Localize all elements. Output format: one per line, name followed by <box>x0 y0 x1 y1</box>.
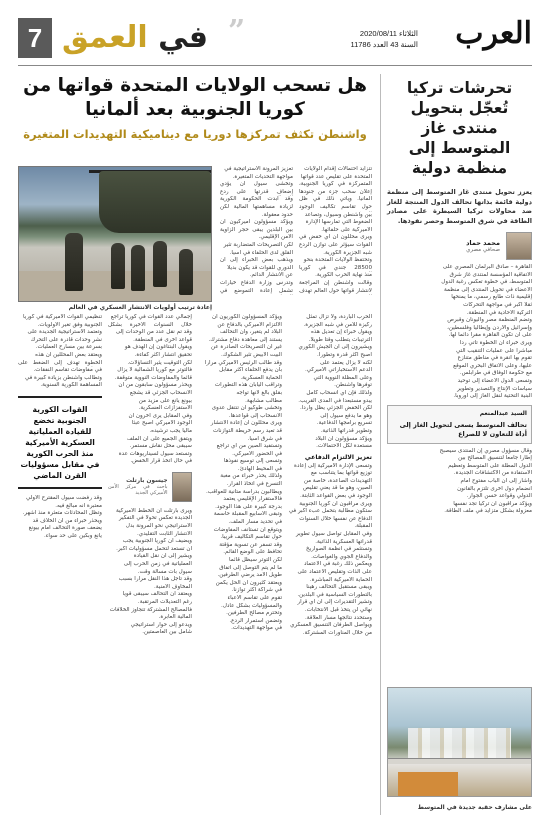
body-line: ويقول خبراء إن تعديل هذه <box>310 329 372 336</box>
helicopter <box>99 171 211 233</box>
body-line: تحقيق انتشار أكثر كفاءة. <box>134 351 192 358</box>
body-line: الالتزام الأميركي بالدفاع عن <box>217 321 282 328</box>
body-line: وتستعد سيول لسيناريوهات عدة <box>118 450 192 457</box>
body-line: الوجود الأميركي أصبح عبئا <box>131 420 192 427</box>
body-line: منذ نهاية الحرب الكورية. <box>315 272 372 279</box>
body-line: فالتوتر مع كوريا الشمالية لا يزال <box>117 367 192 374</box>
intro-column-a <box>299 166 372 302</box>
page-header <box>18 14 532 66</box>
body-line: الدفاع عن نفسها خلال السنوات <box>299 515 372 522</box>
main-article-author <box>108 472 192 502</box>
body-line: الأميركية على حلفائها. <box>321 226 372 233</box>
body-line: ويعتقد أن التحالف سيبقى قويا <box>122 591 192 598</box>
body-line: وتحترم مصالح الطرفين. <box>226 610 282 617</box>
body-line: مستعدة لكل الاحتمالات. <box>316 443 372 450</box>
newspaper-logo: العرب <box>455 16 532 51</box>
body-line: لكن التوتر سيظل قائما <box>229 557 282 563</box>
body-line: ويؤكد مسؤولون أميركيون أن <box>220 219 293 226</box>
body-line: القوات سيؤثر على توازن الردع <box>299 241 372 248</box>
body-line: لكنه لا يزال يعتمد على <box>319 359 372 366</box>
body-column-3 <box>108 314 192 815</box>
side-pull-quote <box>387 405 532 444</box>
body-column-4 <box>18 314 102 815</box>
body-line: الوجود في بعض القواعد الثابتة. <box>299 493 372 500</box>
body-line: وتطالب واشنطن بزيادة كبيرة في <box>24 374 102 381</box>
body-line: معتبرة أنه مبالغ فيه. <box>55 502 102 509</box>
body-line: بين البلدين يبقى حجر الزاوية <box>220 226 293 233</box>
body-line: البلاد لم يتغير، وأن التحالف <box>220 329 282 336</box>
body-line: وتحتفظ الولايات المتحدة بنحو <box>303 257 372 264</box>
body-line: الانتشار الثابت التقليدي. <box>136 530 192 537</box>
body-line: وتضم المنظمة مصر واليونان وقبرص <box>447 317 532 324</box>
body-line: غير أن التصريحات الصادرة عن <box>210 344 282 351</box>
body-line: قد تعيد رسم خريطة التوازنات <box>212 427 282 434</box>
body-line: وتستفيد الصين من أي تراجع <box>216 443 282 450</box>
body-line: المخاوف الأمنية. <box>154 583 192 590</box>
body-line: لكن الخفض الجزئي يظل واردا. <box>299 405 372 412</box>
body-line: توفرها واشنطن. <box>334 382 372 389</box>
body-line: والدفاع الجوي والغواصات. <box>311 553 372 560</box>
body-line: بين واشنطن وسيول، وتصاعد <box>304 211 372 218</box>
main-photo-caption: إعادة ترتيب أولويات الانتشار العسكري في العالم <box>68 304 212 311</box>
quote-text: تحالف المتوسط يسعى لتحويل الغاز إلى أداة للتعاون لا للصراع <box>399 420 527 438</box>
body-line: شامل بين العاصمتين. <box>142 629 192 636</box>
body-line: المساهمة الكورية السنوية. <box>40 382 102 389</box>
body-line: يانغ وبكين على حد سواء. <box>44 532 102 539</box>
body-line: تحافظ على الوضع القائم. <box>223 549 282 556</box>
date-block <box>348 28 418 50</box>
body-line: تنظيمي القوات الأميركية في كوريا <box>22 314 102 320</box>
body-line: أن تستعد لتحمل مسؤوليات أكبر. <box>116 545 192 552</box>
body-line: وقد أبدت الحكومة الكورية <box>220 196 293 203</box>
body-line: الانسحاب الجزئي قد يشجع <box>129 389 192 396</box>
body-line: مع حكومة الوفاق في طرابلس. <box>459 370 532 377</box>
soldier <box>111 243 125 289</box>
body-line: انضمام دول أخرى تلتزم بالقانون <box>457 485 532 492</box>
body-line: سيول بات مسألة وقت. <box>137 568 192 575</box>
side-article-lead: يعزز تحويل منتدى غاز المتوسط إلى منظمة دولية قائمة بذاتها تحالف الدول المنتجة للغاز ضد محاولات تركيا السيطرة على مصادر الطاقة في شرق المتوسط وحصر نفوذها. <box>387 188 532 225</box>
body-line: وتشير التقديرات إلى أن أي قرار <box>297 599 372 606</box>
main-article-header <box>18 74 372 142</box>
body-line: ماليا يجب ترشيده. <box>149 427 192 434</box>
body-line: وفي المقابل تواصل سيول تطوير <box>296 531 372 538</box>
body-line: حول تقاسم تكاليف الوجود <box>299 203 372 210</box>
body-line: ويبقى مستقبل التحالف رهينا <box>306 584 372 591</box>
body-line: مطالب مشابهة. <box>245 397 282 404</box>
body-line: التركية الأحادية في المنطقة. <box>466 309 532 316</box>
body-line: التهديدات الصاعدة، خاصة من <box>303 477 372 484</box>
body-column-1 <box>288 314 372 815</box>
body-line: وتسعى الإدارة الأميركية إلى إعادة <box>294 462 372 469</box>
body-line: المتوسط، في خطوة تعكس رغبة الدول <box>441 279 532 286</box>
body-line: القلق لدى الحلفاء في آسيا. <box>229 249 293 256</box>
body-line: وتبقى الأسابيع المقبلة حاسمة <box>213 511 282 518</box>
body-line: الجنوبية وفق تغير الأولويات. <box>37 321 102 328</box>
body-line: التسرع في اتخاذ القرار. <box>226 481 282 488</box>
body-line: وقد رفضت سيول المقترح الأولي <box>26 494 102 501</box>
body-line: فالاستقرار الإقليمي يعتمد <box>223 496 282 503</box>
equipment-tank <box>398 772 458 796</box>
body-line: الاستراتيجي نحو المرونة بدل <box>125 523 192 530</box>
body-line: تقوم على تقاسم الأعباء <box>227 594 282 601</box>
body-line: ولذلك يحذر خبراء من مغبة <box>220 473 282 480</box>
body-line: المتمركزة في كوريا الجنوبية، <box>299 181 372 188</box>
body-line: المقبلة. <box>354 523 372 530</box>
body-line: سيبقى محل نقاش مستمر. <box>129 443 192 450</box>
body-line: ويرى محللون أن أي خفض في <box>299 234 372 241</box>
body-line: ألمانيا. ويأتي ذلك في ظل <box>299 196 372 203</box>
body-line: وتضمن استمرار الردع. <box>229 617 282 624</box>
body-line: ستكون مطالبة بتحمل عبء أكبر في <box>288 508 372 515</box>
section-title-accent: العمق <box>62 20 148 55</box>
body-line: العملياتية في زمن الحرب إلى <box>123 561 192 568</box>
body-line: وقد تأجل هذا النقل مرارا بسبب <box>118 576 192 583</box>
body-column-2 <box>198 314 282 815</box>
body-line: ويعكس ذلك رغبة في الاعتماد <box>303 561 372 568</box>
body-line: الحماية العسكرية. <box>240 374 282 381</box>
body-line: يستند إلى معاهدة دفاع مشترك. <box>208 336 282 343</box>
body-line: لزيادة مساهمتها المالية لكن <box>220 203 293 210</box>
body-line: عليها، وعلى الاتفاق البحري الموقع <box>453 362 532 369</box>
body-line: قدراتها العسكرية الذاتية. <box>315 538 372 545</box>
body-line: وستحدد نتائجها مسار العلاقة. <box>305 614 372 621</box>
body-line: ويؤكد المسؤولون الكوريون أن <box>211 314 282 320</box>
side-article-body-2 <box>387 448 532 516</box>
body-line: لانتشار قواتها حول العالم تهدف <box>299 287 372 294</box>
body-line: الدولي وقواعد حسن الجوار. <box>466 493 532 500</box>
body-line: في المحيط الهادئ. <box>237 465 282 472</box>
body-line: رغم التعديلات المرتقبة. <box>137 599 192 605</box>
body-line: ركيزة للأمن في شبه الجزيرة. <box>303 321 372 328</box>
body-line: وعلى المظلة النووية التي <box>313 374 372 381</box>
soldier <box>131 245 145 291</box>
body-line: ويطالبون بدراسة متأنية للعواقب. <box>206 488 282 495</box>
body-line: من خلال المناورات المشتركة. <box>302 629 372 636</box>
body-line: مباشرا على عمليات التنقيب التي <box>455 347 532 354</box>
main-article-intro <box>220 166 372 302</box>
body-line: وتطوير قدراتها الذاتية. <box>320 427 372 434</box>
body-line: لكن التوقيت يثير التساؤلات. <box>127 359 192 366</box>
body-line: ويعتقد بعض المحللين أن هذه <box>35 351 102 358</box>
body-line: ويشيرون إلى أن الجيش الكوري <box>298 344 372 351</box>
body-line: الخطوة تهدف إلى الضغط على <box>18 359 102 366</box>
body-line: ويؤكد مراقبون أن تركيا تجد نفسها <box>453 500 532 507</box>
body-line: إقليمية ذات طابع رسمي، ما يمنحها <box>451 294 532 301</box>
body-line: تقوم بها أنقرة في مناطق متنازع <box>457 355 532 362</box>
issue-line: السنة 43 العدد 11786 <box>350 40 418 49</box>
body-line: في مواجهة التهديدات. <box>231 625 282 632</box>
body-line: ويدعو إلى حوار استراتيجي <box>130 621 192 628</box>
main-article-body <box>18 314 372 815</box>
body-line: وقد تم نقل عدد من الوحدات إلى <box>115 329 192 336</box>
body-line: شبه الجزيرة الكورية. <box>323 249 372 256</box>
body-line: وقد طالب الرئيس الأميركي مرارا <box>204 359 282 366</box>
body-line: في تحديد مسار الملف. <box>228 519 282 526</box>
body-line: ويتفق الجميع على أن الملف <box>127 435 192 442</box>
body-line: الحرب الباردة، ولا تزال تمثل <box>306 314 372 320</box>
body-line: ويشير إلى أن نقل القيادة <box>133 553 192 560</box>
body-line: ويواصل الطرفان التنسيق العسكري <box>290 622 372 629</box>
body-line: بيونغ يانغ على مزيد من <box>138 397 192 404</box>
body-line: بالتطورات السياسية في البلدين. <box>297 591 372 598</box>
body-line: ويؤكد مسؤولون أن البلاد <box>315 435 372 442</box>
body-line: ويحذر خبراء من أن الخلاف قد <box>32 517 102 524</box>
author-avatar <box>172 472 192 502</box>
body-line: وهو ما يدفع سيول إلى <box>320 412 372 419</box>
body-line: الأمن الإقليمي. <box>258 234 293 241</box>
body-line: في الحضور الأميركي. <box>232 450 282 457</box>
body-line: ما لم يتم التوصل إلى اتفاق <box>219 564 282 571</box>
body-line: سياسات الإنتاج والتصدير وتطوير <box>457 385 532 392</box>
body-line: حدود معقولة. <box>261 211 293 218</box>
body-line: في حال اتخذ قرار الخفض. <box>130 458 192 465</box>
body-line: ويرى بارتلت أن الخطط الأميركية <box>116 507 192 514</box>
body-line: ولذلك فإن أي انسحاب كامل <box>306 389 372 396</box>
body-line: ويقول البنتاغون إن الهدف هو <box>124 344 192 351</box>
body-line: إضعاف قدرتها على ردع <box>220 188 293 195</box>
body-line: عن الانتشار الدائم. <box>249 272 293 279</box>
soldier <box>179 249 193 295</box>
author-role: صحافي مصري <box>466 247 500 253</box>
body-line: الحماية الأميركية المباشرة. <box>309 576 372 583</box>
quote-name: السيد عبدالمنعم <box>479 409 527 417</box>
body-line: ويذهب بعض الخبراء إلى أن <box>220 257 293 264</box>
body-line: ويرى مراقبون أن كوريا الجنوبية <box>299 500 372 507</box>
side-article-body <box>387 264 532 401</box>
body-line: معزولة بشكل متزايد في ملف الطاقة. <box>444 508 532 515</box>
body-line: مواجهة التحديات المتغيرة. <box>232 173 293 180</box>
body-line: الاتفاقية المؤسسة لمنتدى غاز شرق <box>449 271 532 278</box>
body-line: على أن تكون القاهرة مقرا دائما لها. <box>448 332 532 339</box>
body-line: الدعم الاستخباراتي الأميركي. <box>304 367 372 374</box>
body-line: يضعف صورة التحالف أمام بيونغ <box>28 525 102 532</box>
body-line: وتدرس وزارة الدفاع خيارات <box>220 279 293 286</box>
body-line: الصين، وهو ما قد يعني تقليص <box>303 485 372 492</box>
body-line: وتظل المحادثات متعثرة منذ أشهر. <box>22 510 102 517</box>
side-article-author <box>387 232 532 260</box>
body-line: تتزايد احتمالات إقدام الولايات <box>304 166 372 172</box>
body-line: وتستثمر في أنظمة الصواريخ <box>306 546 372 553</box>
body-line: البيت الأبيض تثير الشكوك. <box>221 351 282 358</box>
body-line: وقالت واشنطن إن المراجعة <box>299 279 372 286</box>
side-article-title: تحرشات تركيا تُعجّل بتحويل منتدى غاز المتوسط إلى منظمة دولية <box>406 79 513 177</box>
body-line: الاستفزازات العسكرية. <box>138 405 192 412</box>
body-line: الجديدة تعكس تحولا في التفكير <box>118 515 192 522</box>
body-line: وتسعى إلى توسيع نفوذها <box>223 458 282 465</box>
pull-quote-text: القوات الكورية الجنوبية تخضع للقيادة العملياتية العسكرية الأميركية منذ الحرب الكورية في مقابل مسؤوليات القرن الماضي <box>20 404 100 480</box>
side-photo-caption: على مشارف حقبة جديدة في المتوسط <box>417 804 532 811</box>
body-line: ويضيف أن كوريا الجنوبية يجب <box>122 538 192 545</box>
side-article <box>380 74 532 815</box>
body-line: وتسعى الدول الأعضاء إلى توحيد <box>457 377 532 384</box>
body-line: ويرى محللون أن إعادة الانتشار <box>210 420 282 427</box>
body-line: وقال مسؤول مصري إن المنتدى سيصبح <box>439 447 532 454</box>
main-photo <box>18 166 212 302</box>
body-line: الترتيبات يتطلب وقتا طويلا. <box>308 336 372 343</box>
body-line: نهائي لن يتخذ قبل الانتخابات. <box>304 606 372 613</box>
body-line: ويعتقد كثيرون أن الحل يكمن <box>215 579 282 586</box>
body-line: بسرعة بين مسارح العمليات. <box>35 344 102 351</box>
body-line: الضغوط التي تمارسها الإدارة <box>305 219 372 226</box>
page-number: 7 <box>18 18 52 58</box>
body-line: في مفاوضات تقاسم النفقات. <box>33 367 102 374</box>
body-line: في شرق آسيا. <box>247 435 282 442</box>
body-line: إجمالي عدد القوات في كوريا تراجع <box>110 314 192 320</box>
pull-quote <box>18 396 102 489</box>
body-line: قواعد أخرى في المنطقة. <box>133 336 192 343</box>
body-line: ويرى خبراء أن الخطوة تأتي ردا <box>459 339 532 346</box>
date-line: الثلاثاء 2020/08/11 <box>359 29 418 38</box>
body-line: المالية العابرة. <box>158 614 192 621</box>
body-line: الانسحاب إلى قواعدها. <box>228 412 282 419</box>
quote-mark-icon: ” <box>228 14 246 49</box>
body-line: الدول المطلة على المتوسط وتعظيم <box>448 462 532 469</box>
body-line: وفي المقابل يرى آخرون أن <box>128 412 192 419</box>
body-line: وتخشى طوكيو أن تنتقل عدوى <box>211 405 282 412</box>
body-line: والمسؤوليات بشكل عادل. <box>221 602 282 609</box>
section-subhead: تعزيز الالتزام الدفاعي <box>304 453 372 461</box>
soldier <box>65 233 83 291</box>
body-line: ثقلا أكبر في مواجهة التحركات <box>463 301 532 308</box>
body-line: توزيع قواتها بما يتناسب مع <box>310 470 372 477</box>
body-line: تسريع برامجها الدفاعية. <box>316 420 372 427</box>
main-subheadline: واشنطن تكثف تمركزها دوريا مع ديناميكية التهديدات المتغيرة <box>23 127 367 141</box>
body-line: وتراقب اليابان هذه التطورات <box>214 382 282 389</box>
body-line: قائما والمفاوضات النووية متوقفة. <box>114 374 192 381</box>
body-line: إطارا جامعا لتنسيق المصالح بين <box>458 455 532 462</box>
body-line: وتعتمد الاستراتيجية الجديدة على <box>27 329 102 336</box>
body-line: ويحذر مسؤولون سابقون من أن <box>118 382 192 389</box>
body-line: يبدو مستبعدا في المدى القريب. <box>298 397 372 404</box>
body-line: ويتوقع أن تستأنف المفاوضات <box>213 526 282 533</box>
body-line: بقلق بالغ لأنها تواجه <box>236 389 282 396</box>
body-line: فالمصالح المشتركة تتجاوز الخلافات <box>109 606 192 613</box>
body-line: بدرجة كبيرة على هذا الوجود. <box>215 503 282 510</box>
author-name: جيسون بارتلت <box>126 477 168 484</box>
body-line: تشمل إعادة التموضع في <box>220 287 293 294</box>
body-line: تعزيز المرونة الاستراتيجية في <box>224 166 293 172</box>
body-line: نشر وحدات قادرة على التحرك <box>30 336 102 343</box>
main-headline: هل تسحب الولايات المتحدة قواتها من كوريا الجنوبية بعد ألمانيا <box>23 75 367 120</box>
body-line: وتخشى سيول أن يؤدي <box>220 181 293 188</box>
body-line: في شراكة أكثر توازنا. <box>231 587 282 594</box>
body-line: خلال السنوات الأخيرة بشكل <box>108 321 192 328</box>
body-line: إعلان سحب جزء من جنودها <box>299 188 372 195</box>
author-role: باحث في مركز الأمن الأميركي الجديد <box>108 483 168 496</box>
body-line: لكن التصريحات المتضاربة تثير <box>223 241 293 248</box>
body-line: وإسرائيل والأردن وإيطاليا وفلسطين، <box>447 324 532 331</box>
body-line: البنية التحتية لنقل الغاز إلى أوروبا. <box>453 393 532 400</box>
soldier <box>153 241 167 287</box>
body-line: حول تقاسم التكاليف قريبا. <box>220 534 282 541</box>
body-line: الدوري للقوات قد يكون بديلا <box>227 264 293 271</box>
author-name: محمد حماد <box>466 239 500 247</box>
body-line: 28500 جندي في كوريا <box>299 264 372 271</box>
author-avatar <box>506 232 532 260</box>
body-line: على الذات وتقليص الاعتماد على <box>297 569 372 575</box>
body-line: المتحدة على تقليص عدد قواتها <box>300 173 372 180</box>
body-line: طويل الأمد يرضي الطرفين. <box>217 572 282 579</box>
body-line: بأن يدفع الحلفاء أكثر مقابل <box>219 367 282 374</box>
body-line: الأعضاء في تحويل المنتدى إلى منظمة <box>444 286 532 293</box>
body-line: الاستفادة من الاكتشافات الجديدة. <box>453 470 532 477</box>
ship-railing <box>388 758 531 764</box>
workers-figures <box>408 728 511 758</box>
section-title: في العمق <box>62 20 209 55</box>
side-article-photo <box>387 687 532 797</box>
body-line: أصبح أكثر قدرة وتطورا. <box>317 351 372 358</box>
body-line: وقد تسفر عن تسوية مؤقتة <box>219 541 282 548</box>
intro-column-b <box>220 166 293 302</box>
body-line: وأشار إلى أن الباب مفتوح أمام <box>460 478 532 485</box>
body-line: القاهرة – صادق البرلمان المصري على <box>442 264 532 270</box>
